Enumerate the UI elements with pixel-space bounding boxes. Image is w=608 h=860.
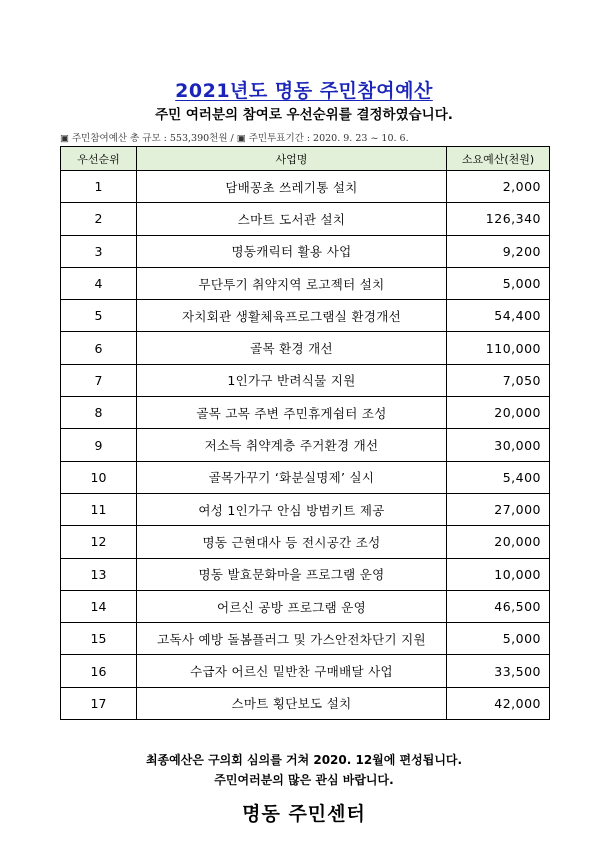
table-row <box>61 267 550 299</box>
project-name-cell: 수급자 어르신 밑반찬 구매배달 사업 <box>137 655 447 687</box>
table-row <box>61 493 550 525</box>
table-row <box>61 203 550 235</box>
project-name-cell: 명동 발효문화마을 프로그램 운영 <box>137 558 447 590</box>
table-row <box>61 655 550 687</box>
project-name-cell: 골목 고목 주변 주민휴게쉼터 조성 <box>137 397 447 429</box>
table-row <box>61 171 550 203</box>
project-name-cell: 1인가구 반려식물 지원 <box>137 364 447 396</box>
rank-cell: 8 <box>61 397 137 429</box>
footer-note-2: 주민여러분의 많은 관심 바랍니다. <box>214 773 394 787</box>
budget-cell: 42,000 <box>447 687 550 719</box>
rank-cell: 1 <box>61 171 137 203</box>
table-row <box>61 461 550 493</box>
budget-cell: 46,500 <box>447 590 550 622</box>
project-name-cell: 무단투기 취약지역 로고젝터 설치 <box>137 267 447 299</box>
rank-cell: 6 <box>61 332 137 364</box>
header-budget: 소요예산(천원) <box>447 147 550 171</box>
table-row <box>61 429 550 461</box>
table-row <box>61 590 550 622</box>
project-name-cell: 자치회관 생활체육프로그램실 환경개선 <box>137 300 447 332</box>
budget-cell: 20,000 <box>447 397 550 429</box>
project-name-cell: 골목가꾸기 ‘화분실명제’ 실시 <box>137 461 447 493</box>
document-title: 2021년도 명동 주민참여예산 <box>175 80 433 102</box>
table-row <box>61 364 550 396</box>
document-subtitle: 주민 여러분의 참여로 우선순위를 결정하였습니다. <box>155 107 453 123</box>
budget-info-line: ▣ 주민참여예산 총 규모 : 553,390천원 / ▣ 주민투표기간 : 2020. 9. 23 ~ 10. 6. <box>60 133 409 144</box>
footer-note-1: 최종예산은 구의회 심의를 거쳐 2020. 12월에 편성됩니다. <box>145 753 463 767</box>
project-name-cell: 스마트 횡단보도 설치 <box>137 687 447 719</box>
table-row <box>61 623 550 655</box>
budget-cell: 9,200 <box>447 235 550 267</box>
budget-cell: 10,000 <box>447 558 550 590</box>
project-name-cell: 명동캐릭터 활용 사업 <box>137 235 447 267</box>
budget-cell: 30,000 <box>447 429 550 461</box>
rank-cell: 17 <box>61 687 137 719</box>
project-name-cell: 스마트 도서관 설치 <box>137 203 447 235</box>
project-name-cell: 명동 근현대사 등 전시공간 조성 <box>137 526 447 558</box>
table-row <box>61 332 550 364</box>
budget-table <box>60 146 550 720</box>
budget-cell: 110,000 <box>447 332 550 364</box>
budget-cell: 27,000 <box>447 493 550 525</box>
header-project-name: 사업명 <box>137 147 447 171</box>
table-row <box>61 397 550 429</box>
rank-cell: 4 <box>61 267 137 299</box>
project-name-cell: 어르신 공방 프로그램 운영 <box>137 590 447 622</box>
rank-cell: 10 <box>61 461 137 493</box>
rank-cell: 14 <box>61 590 137 622</box>
rank-cell: 9 <box>61 429 137 461</box>
budget-cell: 5,000 <box>447 623 550 655</box>
budget-cell: 54,400 <box>447 300 550 332</box>
budget-cell: 20,000 <box>447 526 550 558</box>
rank-cell: 12 <box>61 526 137 558</box>
budget-cell: 5,000 <box>447 267 550 299</box>
budget-cell: 33,500 <box>447 655 550 687</box>
table-header-row <box>61 147 550 171</box>
project-name-cell: 골목 환경 개선 <box>137 332 447 364</box>
project-name-cell: 고독사 예방 돌봄플러그 및 가스안전차단기 지원 <box>137 623 447 655</box>
budget-cell: 126,340 <box>447 203 550 235</box>
rank-cell: 15 <box>61 623 137 655</box>
rank-cell: 11 <box>61 493 137 525</box>
budget-cell: 5,400 <box>447 461 550 493</box>
table-row <box>61 687 550 719</box>
header-rank: 우선순위 <box>61 147 137 171</box>
project-name-cell: 저소득 취약계층 주거환경 개선 <box>137 429 447 461</box>
rank-cell: 2 <box>61 203 137 235</box>
rank-cell: 5 <box>61 300 137 332</box>
organization-name: 명동 주민센터 <box>242 803 366 825</box>
rank-cell: 13 <box>61 558 137 590</box>
project-name-cell: 담배꽁초 쓰레기통 설치 <box>137 171 447 203</box>
table-row <box>61 235 550 267</box>
project-name-cell: 여성 1인가구 안심 방범키트 제공 <box>137 493 447 525</box>
rank-cell: 16 <box>61 655 137 687</box>
table-row <box>61 300 550 332</box>
rank-cell: 7 <box>61 364 137 396</box>
budget-cell: 7,050 <box>447 364 550 396</box>
table-row <box>61 558 550 590</box>
budget-cell: 2,000 <box>447 171 550 203</box>
table-row <box>61 526 550 558</box>
rank-cell: 3 <box>61 235 137 267</box>
